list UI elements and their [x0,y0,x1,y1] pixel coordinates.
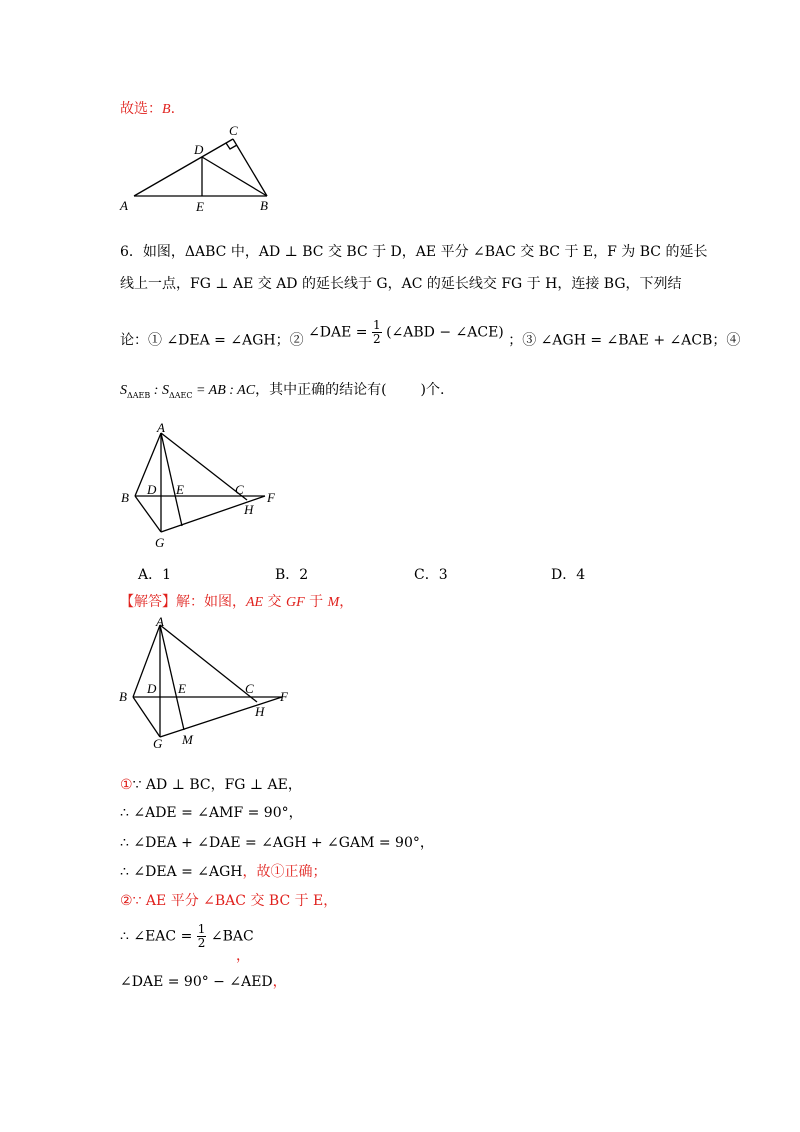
step-7 [120,972,287,992]
step-5-text: ∵ AE 平分 ∠BAC 交 BC 于 E， [132,893,338,909]
segment-ac [134,139,233,196]
answer-label: 故选： [120,101,162,117]
question-6-line-4 [120,380,444,406]
label-a: A [157,420,165,435]
step-6 [120,923,254,950]
step-5-marker: ② [120,893,133,909]
solution-mid: 交 [263,594,287,610]
step-5 [120,891,337,911]
solution-math-gf: GF [286,595,305,610]
solution-mid-2: 于 [304,594,328,610]
fraction-num: 1 [197,922,206,936]
figure-2 [110,420,290,555]
segment-bg [135,496,161,532]
question-6-line-1 [120,242,707,262]
step-2-text: ∴ ∠ADE = ∠AMF = 90°， [120,805,303,821]
label-h: H [255,704,265,719]
fraction-half [197,923,207,950]
label-f: F [280,689,288,704]
statement-1: 论：① ∠DEA = ∠AGH；② [120,332,304,349]
solution-math-m: M [327,595,340,610]
label-b: B [121,490,129,505]
label-d: D [147,681,157,696]
label-d: D [147,482,157,497]
label-d: D [194,142,204,157]
step-3-text: ∴ ∠DEA + ∠DAE = ∠AGH + ∠GAM = 90°， [120,835,434,851]
label-c: C [235,482,244,497]
label-g: G [153,736,163,751]
step-6-rhs: ∠BAC [210,928,254,945]
segment-cb [233,139,267,196]
step-1-text: ∵ AD ⊥ BC，FG ⊥ AE， [132,777,302,793]
label-b: B [119,689,127,704]
step-6-lhs: ∴ ∠EAC = [120,928,193,945]
previous-answer [120,99,175,120]
statement-2 [308,319,504,346]
label-e: E [178,681,186,696]
area-sub-2: ΔAEC [168,390,193,400]
fraction-den: 2 [197,936,206,950]
step-4-math: ∴ ∠DEA = ∠AGH [120,864,243,880]
step-1-marker: ① [120,777,133,793]
label-a: A [120,198,128,213]
area-sub-1: ΔAEB [127,390,151,400]
step-4-tail: ，故①正确； [242,864,327,880]
step-7-math: ∠DAE = 90° − ∠AED [120,974,273,990]
answer-tail: . [170,101,176,117]
label-m: M [182,732,193,747]
option-a[interactable]: A．1 [138,567,172,583]
area-s1: S [120,383,127,398]
segment-bg [133,697,160,737]
step-4 [120,862,327,882]
solution-tail: ， [339,594,354,610]
question-text: 线上一点，FG ⊥ AE 交 AD 的延长线于 G，AC 的延长线交 FG 于 H，连接 BG，下列结 [120,276,682,292]
answer-value: B [162,102,171,117]
fraction-den: 2 [372,332,381,346]
option-d[interactable]: D．4 [551,567,586,583]
area-s2: : S [150,383,169,398]
label-c: C [245,681,254,696]
question-end: )个. [420,382,445,398]
segment-db [202,157,267,196]
label-f: F [267,490,275,505]
label-g: G [155,535,165,550]
fraction-num: 1 [372,318,381,332]
question-6-line-3 [120,318,741,354]
step-1 [120,775,302,795]
step-2 [120,803,303,823]
statement-2-lhs: ∠DAE = [308,324,368,341]
figure-1 [110,118,300,218]
solution-heading [120,592,353,613]
option-c[interactable]: C．3 [414,567,448,583]
solution-math-ae: AE [246,595,264,610]
step-3 [120,833,434,853]
label-a: A [156,614,164,629]
step-6-tail: ， [236,948,250,964]
label-b: B [260,198,268,213]
fraction-half [372,319,382,346]
ratio-rhs: = AB : AC [192,383,256,398]
label-e: E [176,482,184,497]
statement-3: ；③ ∠AGH = ∠BAE + ∠ACB；④ [508,332,741,349]
label-h: H [244,502,254,517]
question-tail: ，其中正确的结论有( [255,382,387,398]
solution-label: 【解答】解：如图， [120,594,246,610]
statement-2-rhs: (∠ABD − ∠ACE) [386,324,504,341]
label-e: E [196,199,204,214]
figure-3 [110,612,295,752]
option-b[interactable]: B．2 [275,567,309,583]
step-7-tail: ， [272,974,287,990]
label-c: C [229,123,238,138]
question-text: 6．如图，ΔABC 中，AD ⊥ BC 交 BC 于 D，AE 平分 ∠BAC 交 BC 于 E，F 为 BC 的延长 [120,244,708,260]
question-6-line-2 [120,274,682,294]
